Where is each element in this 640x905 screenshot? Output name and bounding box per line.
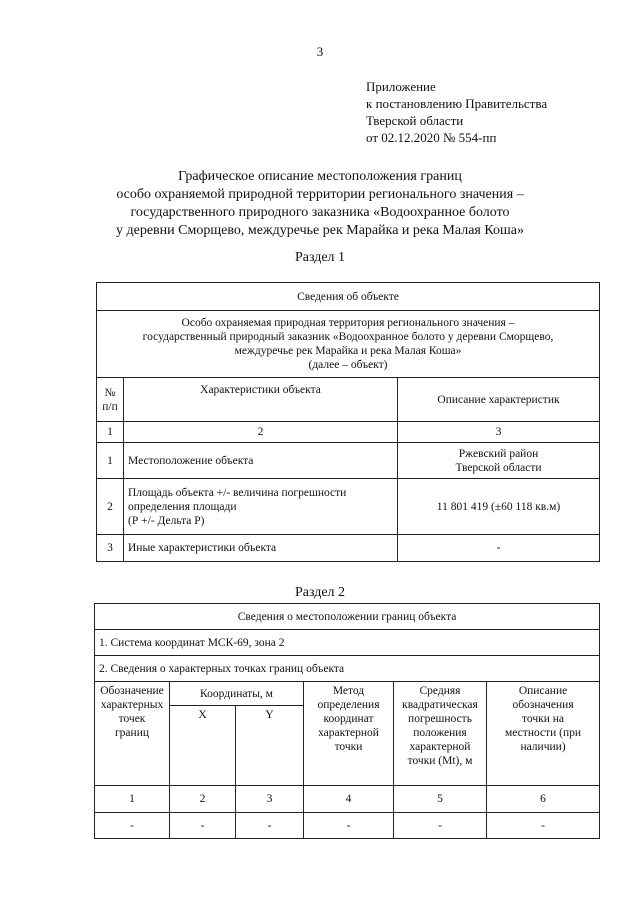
col-header-characteristics: Характеристики объекта (124, 378, 398, 422)
section1-title: Раздел 1 (294, 250, 346, 265)
title-line: государственного природного заказника «Водоохранное болото (130, 205, 510, 220)
title-line: Графическое описание местоположения границ (178, 169, 462, 184)
col-number: 2 (170, 786, 236, 813)
appendix-line: к постановлению Правительства (366, 96, 548, 111)
table-cell: - (304, 813, 394, 839)
col-header-y: Y (236, 706, 304, 786)
table-row (97, 443, 600, 479)
col-number: 4 (304, 786, 394, 813)
row-description: 11 801 419 (±60 118 кв.м) (398, 479, 600, 535)
table2-header: Сведения о местоположении границ объекта (95, 604, 600, 630)
table-cell: - (236, 813, 304, 839)
appendix-line: от 02.12.2020 № 554-пп (366, 130, 497, 145)
row-number: 3 (97, 535, 124, 562)
row-number: 1 (97, 443, 124, 479)
table-row (97, 479, 600, 535)
boundary-points-table (94, 603, 600, 839)
table-cell: - (394, 813, 487, 839)
row-description: Ржевский район Тверской области (398, 443, 600, 479)
col-number: 1 (97, 422, 124, 443)
col-number: 5 (394, 786, 487, 813)
col-number: 3 (236, 786, 304, 813)
row-characteristic: Площадь объекта +/- величина погрешности определения площади (Р +/- Дельта Р) (124, 479, 398, 535)
table-row (95, 813, 600, 839)
row-characteristic: Иные характеристики объекта (124, 535, 398, 562)
points-info-line: 2. Сведения о характерных точках границ объекта (95, 656, 600, 682)
col-header-error: Средняя квадратическая погрешность положения характерной точки (Mt), м (394, 682, 487, 786)
object-description: Особо охраняемая природная территория регионального значения – государственный природный заказник «Водоохранное болото у деревни Сморщево, междуречье рек Марайка и река Малая Коша» (далее – объект) (97, 311, 600, 378)
col-header-num: № п/п (97, 378, 124, 422)
coordinate-system-line: 1. Система координат МСК-69, зона 2 (95, 630, 600, 656)
title-line: особо охраняемой природной территории регионального значения – (116, 187, 524, 202)
row-number: 2 (97, 479, 124, 535)
col-number: 6 (487, 786, 600, 813)
col-number: 2 (124, 422, 398, 443)
table-cell: - (95, 813, 170, 839)
table1-header: Сведения об объекте (97, 283, 600, 311)
page-number: 3 (316, 44, 324, 59)
col-header-location-desc: Описание обозначения точки на местности (при наличии) (487, 682, 600, 786)
row-characteristic: Местоположение объекта (124, 443, 398, 479)
appendix-line: Приложение (366, 79, 436, 94)
title-line: у деревни Сморщево, междуречье рек Марайка и река Малая Коша» (116, 223, 524, 238)
table-cell: - (487, 813, 600, 839)
col-header-designation: Обозначение характерных точек границ (95, 682, 170, 786)
col-number: 1 (95, 786, 170, 813)
col-header-description: Описание характеристик (398, 378, 600, 422)
section2-title: Раздел 2 (294, 585, 346, 600)
object-info-table (96, 282, 600, 562)
table-row (97, 535, 600, 562)
col-header-coordinates: Координаты, м (170, 682, 304, 706)
document-title (0, 168, 640, 240)
col-number: 3 (398, 422, 600, 443)
appendix-line: Тверской области (366, 113, 464, 128)
col-header-method: Метод определения координат характерной точки (304, 682, 394, 786)
row-description: - (398, 535, 600, 562)
table-cell: - (170, 813, 236, 839)
col-header-x: X (170, 706, 236, 786)
appendix-note (366, 78, 547, 146)
